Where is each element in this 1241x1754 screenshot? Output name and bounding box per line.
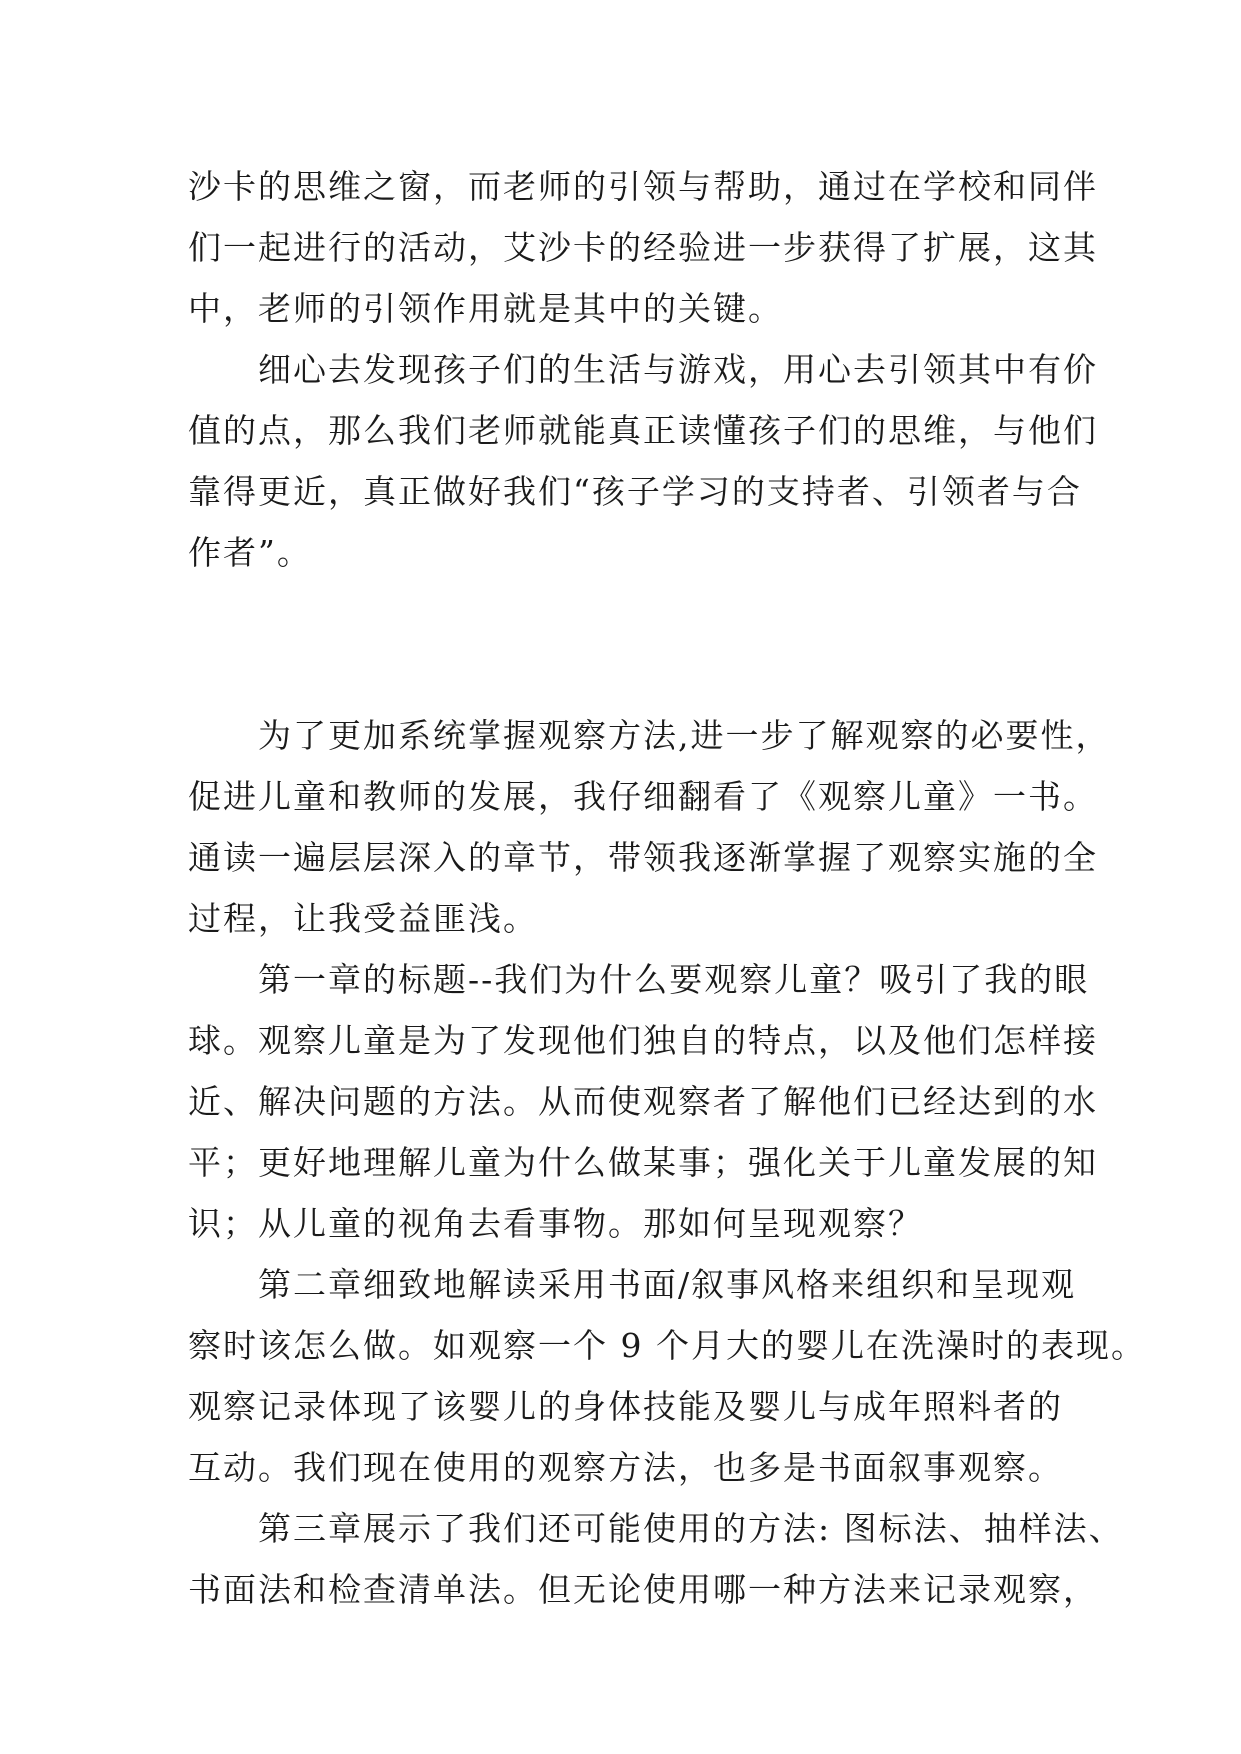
- text-line: 沙卡的思维之窗，而老师的引领与帮助，通过在学校和同伴: [188, 167, 1098, 206]
- paragraph-6: [188, 1498, 1124, 1620]
- paragraph-1: [188, 156, 1098, 339]
- text-line: 识；从儿童的视角去看事物。那如何呈现观察？: [188, 1204, 923, 1243]
- text-line: 靠得更近，真正做好我们“孩子学习的支持者、引领者与合: [188, 472, 1082, 511]
- text-line: 球。观察儿童是为了发现他们独自的特点，以及他们怎样接: [188, 1021, 1098, 1060]
- paragraph-5: [188, 1254, 1146, 1498]
- text-line: 近、解决问题的方法。从而使观察者了解他们已经达到的水: [188, 1082, 1098, 1121]
- section-heading: [188, 644, 1068, 705]
- text-line: 观察记录体现了该婴儿的身体技能及婴儿与成年照料者的: [188, 1387, 1063, 1426]
- paragraph-4: [188, 949, 1098, 1254]
- text-line: 值的点，那么我们老师就能真正读懂孩子们的思维，与他们: [188, 411, 1098, 450]
- text-line: 为了更加系统掌握观察方法,进一步了解观察的必要性，: [258, 716, 1111, 755]
- paragraph-3: [188, 705, 1111, 949]
- text-line: 促进儿童和教师的发展，我仔细翻看了《观察儿童》一书。: [188, 777, 1098, 816]
- text-line: 通读一遍层层深入的章节，带领我逐渐掌握了观察实施的全: [188, 838, 1098, 877]
- text-line: 第二章细致地解读采用书面/叙事风格来组织和呈现观: [258, 1265, 1077, 1304]
- blank-line: [188, 583, 1068, 644]
- text-line: 第三章展示了我们还可能使用的方法: 图标法、抽样法、: [258, 1509, 1124, 1548]
- text-line: 第一章的标题--我们为什么要观察儿童？吸引了我的眼: [258, 960, 1090, 999]
- body-text: [188, 156, 1146, 1620]
- text-line: 互动。我们现在使用的观察方法，也多是书面叙事观察。: [188, 1448, 1063, 1487]
- text-line: 书面法和检查清单法。但无论使用哪一种方法来记录观察，: [188, 1570, 1098, 1609]
- text-line: 察时该怎么做。如观察一个 9 个月大的婴儿在洗澡时的表现。: [188, 1326, 1146, 1365]
- text-line: 作者”。: [188, 533, 312, 572]
- paragraph-2: [188, 339, 1098, 583]
- text-line: 过程，让我受益匪浅。: [188, 899, 538, 938]
- text-line: 细心去发现孩子们的生活与游戏，用心去引领其中有价: [258, 350, 1098, 389]
- text-line: 中，老师的引领作用就是其中的关键。: [188, 289, 783, 328]
- text-line: 平；更好地理解儿童为什么做某事；强化关于儿童发展的知: [188, 1143, 1098, 1182]
- text-line: 们一起进行的活动，艾沙卡的经验进一步获得了扩展，这其: [188, 228, 1098, 267]
